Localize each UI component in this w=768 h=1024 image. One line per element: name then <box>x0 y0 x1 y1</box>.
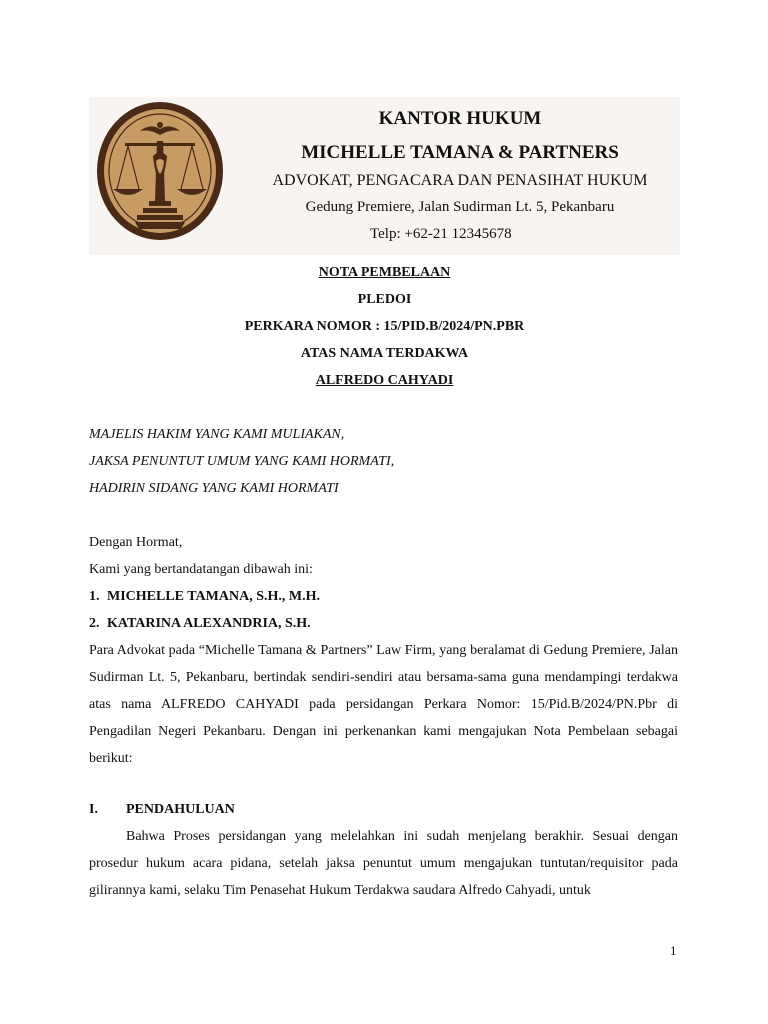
signatory-item <box>89 589 320 605</box>
salutation-line: HADIRIN SIDANG YANG KAMI HORMATI <box>89 481 339 496</box>
signatory-name: KATARINA ALEXANDRIA, S.H. <box>107 616 311 631</box>
letterhead-office: KANTOR HUKUM <box>378 108 542 129</box>
letterhead-services: ADVOKAT, PENGACARA DAN PENASIHAT HUKUM <box>272 172 648 189</box>
case-number: PERKARA NOMOR : 15/PID.B/2024/PN.PBR <box>244 319 525 334</box>
defendant-name: ALFREDO CAHYADI <box>315 373 454 388</box>
page-number: 1 <box>670 943 677 958</box>
signatory-number: 1. <box>89 589 100 604</box>
greeting: Dengan Hormat, <box>89 535 183 550</box>
signatory-name: MICHELLE TAMANA, S.H., M.H. <box>107 589 320 604</box>
signatory-item <box>89 616 311 632</box>
letterhead-address: Gedung Premiere, Jalan Sudirman Lt. 5, Pekanbaru <box>305 199 615 215</box>
doc-title: NOTA PEMBELAAN <box>318 265 451 280</box>
scales-of-justice-logo <box>95 101 225 242</box>
body-paragraph: Para Advokat pada “Michelle Tamana & Partners” Law Firm, yang beralamat di Gedung Premiere, Jalan Sudirman Lt. 5, Pekanbaru, bertindak sendiri-sendiri atau bersama-sama guna mendampingi terdakwa atas nama ALFREDO CAHYADI pada persidangan Perkara Nomor: 15/Pid.B/2024/PN.Pbr di Pengadilan Negeri Pekanbaru. Dengan ini perkenankan kami mengajukan Nota Pembelaan sebagai berikut: <box>89 643 678 766</box>
defendant-label: ATAS NAMA TERDAKWA <box>300 346 469 361</box>
section-heading <box>89 802 235 818</box>
doc-subtitle: PLEDOI <box>357 292 412 307</box>
salutation-line: MAJELIS HAKIM YANG KAMI MULIAKAN, <box>89 427 345 442</box>
body-paragraph: Bahwa Proses persidangan yang melelahkan ini sudah menjelang berakhir. Sesuai dengan prosedur hukum acara pidana, setelah jaksa penuntut umum mengajukan tuntutan/requisitor pada gilirannya kami, selaku Tim Penasehat Hukum Terdakwa saudara Alfredo Cahyadi, untuk <box>89 829 678 898</box>
signatory-number: 2. <box>89 616 100 631</box>
salutation-line: JAKSA PENUNTUT UMUM YANG KAMI HORMATI, <box>89 454 395 469</box>
letterhead-phone: Telp: +62-21 12345678 <box>370 226 512 242</box>
letterhead-firm-name: MICHELLE TAMANA & PARTNERS <box>301 142 619 163</box>
section-number: I. <box>89 802 98 817</box>
intro-line: Kami yang bertandatangan dibawah ini: <box>89 562 313 577</box>
section-title: PENDAHULUAN <box>126 802 235 817</box>
